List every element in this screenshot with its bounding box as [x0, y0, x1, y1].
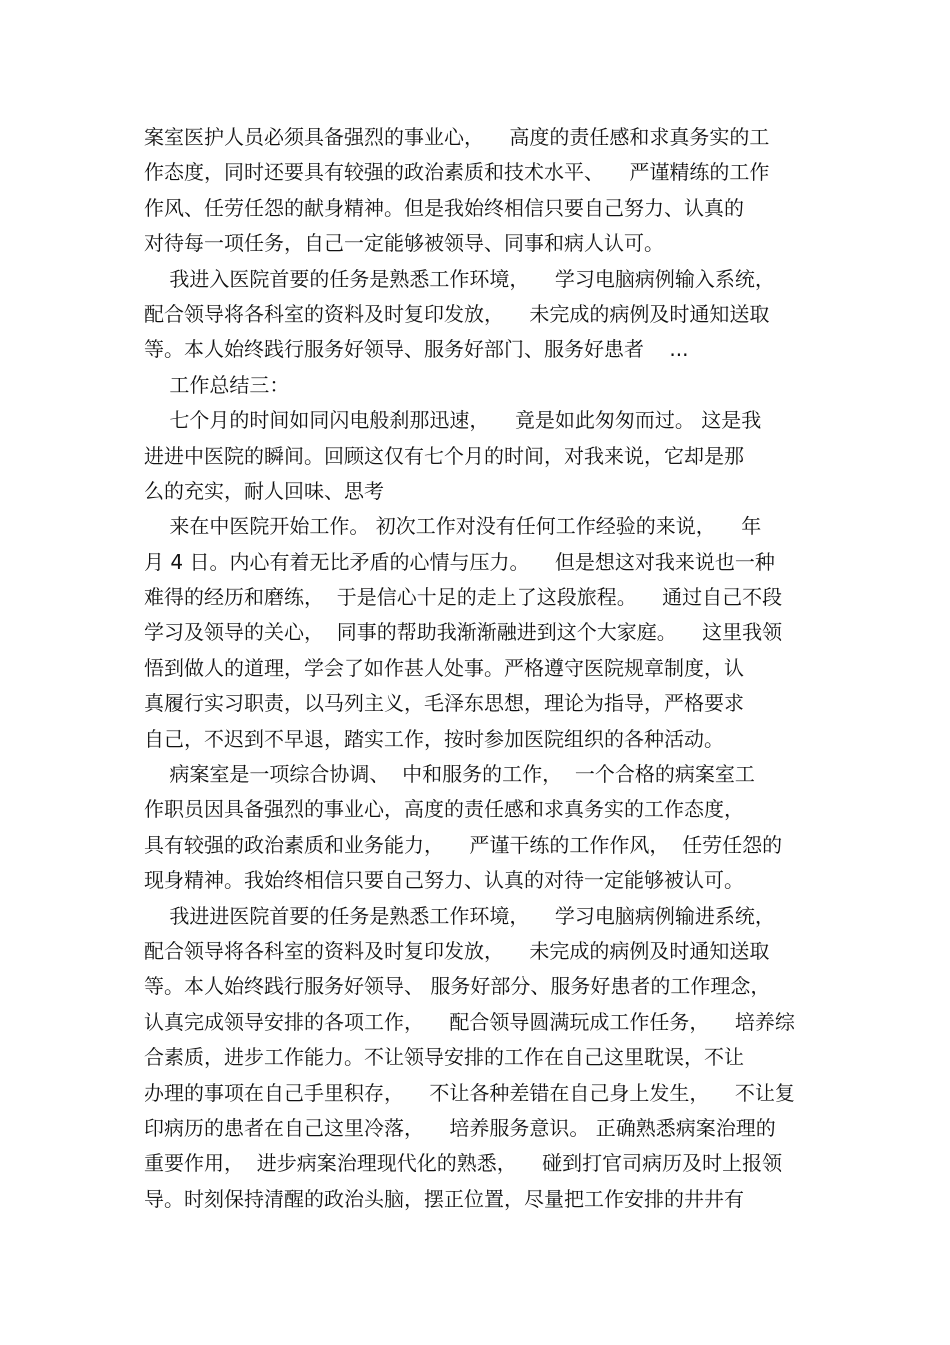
text-line: 来在中医院开始工作。 初次工作对没有任何工作经验的来说， 年 — [144, 514, 762, 539]
text-line: 么的充实，耐人回味、思考 — [144, 478, 384, 503]
text-line: 悟到做人的道理，学会了如作甚人处事。严格遵守医院规章制度，认 — [144, 655, 744, 680]
text-line: 作态度，同时还要具有较强的政治素质和技术水平、 严谨精练的工作 — [144, 160, 770, 185]
text-line: 我进入医院首要的任务是熟悉工作环境， 学习电脑病例输入系统， — [144, 266, 775, 291]
text-line: 自己，不迟到不早退，踏实工作，按时参加医院组织的各种活动。 — [144, 726, 724, 751]
document-body — [144, 120, 814, 1217]
text-line: 等。本人始终践行服务好领导、 服务好部分、服务好患者的工作理念， — [144, 974, 771, 999]
text-line: 对待每一项任务，自己一定能够被领导、同事和病人认可。 — [144, 231, 664, 256]
text-line: 难得的经历和磨练， 于是信心十足的走上了这段旅程。 通过自己不段 — [144, 585, 783, 610]
text-line: 配合领导将各科室的资料及时复印发放， 未完成的病例及时通知送取 — [144, 301, 770, 326]
text-line: 进进中医院的瞬间。回顾这仅有七个月的时间，对我来说，它却是那 — [144, 443, 744, 468]
text-line: 办理的事项在自己手里积存， 不让各种差错在自己身上发生， 不让复 — [144, 1080, 795, 1105]
text-line: 病案室是一项综合协调、 中和服务的工作， 一个合格的病案室工 — [144, 762, 755, 787]
text-line: 认真完成领导安排的各项工作， 配合领导圆满玩成工作任务， 培养综 — [144, 1009, 795, 1034]
text-line: 月 4 日。内心有着无比矛盾的心情与压力。 但是想这对我来说也一种 — [144, 549, 775, 574]
text-line: 具有较强的政治素质和业务能力， 严谨干练的工作作风， 任劳任怨的 — [144, 832, 783, 857]
text-line: 七个月的时间如同闪电般刹那迅速， 竟是如此匆匆而过。 这是我 — [144, 408, 762, 433]
text-line: 合素质，进步工作能力。不让领导安排的工作在自己这里耽误，不让 — [144, 1045, 744, 1070]
section-heading: 工作总结三： — [144, 372, 290, 397]
text-line: 真履行实习职责，以马列主义，毛泽东思想，理论为指导，严格要求 — [144, 691, 744, 716]
text-line: 现身精神。我始终相信只要自己努力、认真的对待一定能够被认可。 — [144, 868, 744, 893]
text-line: 案室医护人员必须具备强烈的事业心， 高度的责任感和求真务实的工 — [144, 125, 770, 149]
text-line: 学习及领导的关心， 同事的帮助我渐渐融进到这个大家庭。 这里我领 — [144, 620, 783, 645]
text-line: 作风、任劳任怨的献身精神。但是我始终相信只要自己努力、认真的 — [144, 195, 744, 220]
text-line: 等。本人始终践行服务好领导、服务好部门、服务好患者 ... — [144, 337, 689, 362]
text-line: 作职员因具备强烈的事业心，高度的责任感和求真务实的工作态度， — [144, 797, 744, 822]
text-line: 重要作用， 进步病案治理现代化的熟悉， 碰到打官司病历及时上报领 — [144, 1151, 783, 1176]
text-line: 配合领导将各科室的资料及时复印发放， 未完成的病例及时通知送取 — [144, 938, 770, 963]
text-line: 印病历的患者在自己这里冷落， 培养服务意识。 正确熟悉病案治理的 — [144, 1115, 776, 1140]
text-line: 导。时刻保持清醒的政治头脑，摆正位置，尽量把工作安排的井井有 — [144, 1186, 744, 1211]
text-line: 我进进医院首要的任务是熟悉工作环境， 学习电脑病例输进系统， — [144, 903, 775, 928]
